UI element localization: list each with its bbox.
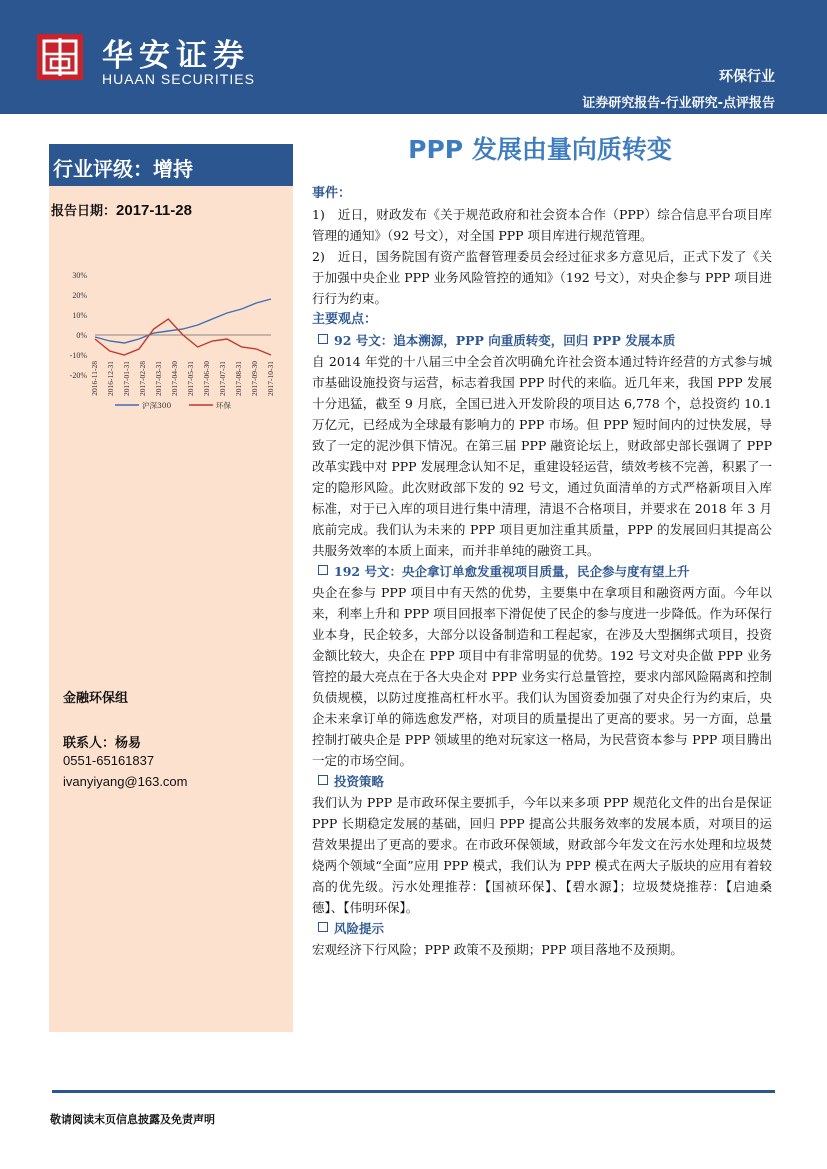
paragraph-92: 自 2014 年党的十八届三中全会首次明确允许社会资本通过特许经营的方式参与城市基础设施投资与运营，标志着我国 PPP 时代的来临。近几年来，我国 PPP 发展十分迅猛，截至 9 月底，全国已进入开发阶段的项目达 6,778 个，总投资约 10.1 万亿元，已经成为全球最有影响力的 PPP 市场。但 PPP 短时间内的过快发展，导致了一定的泥沙俱下情况。在第三届 PPP 融资论坛上，财政部史部长强调了 PPP 改革实践中对 PPP 发展理念认知不足，重建设轻运营，绩效考核不完善，积累了一定的隐形风险。此次财政部下发的 92 号文，通过负面清单的方式严格新项目入库标准，对于已入库的项目进行集中清理，清退不合格项目，并要求在 2018 年 3 月底前完成。我们认为未来的 PPP 项目更加注重其质量，PPP 的发展回归其提高公共服务效率的本质上面来，而并非单纯的融资工具。 [312, 354, 772, 558]
report-header [0, 0, 827, 114]
x-tick-label: 2017-04-30 [170, 361, 179, 396]
rating-bar [49, 144, 293, 186]
y-tick-label: 20% [72, 291, 87, 300]
views-heading: 主要观点： [312, 312, 378, 327]
logo-chinese-name: 华安证券 [102, 38, 250, 74]
event-heading: 事件： [312, 186, 352, 201]
performance-chart [49, 259, 293, 559]
sidebar-panel [49, 144, 293, 1032]
company-logo [37, 34, 83, 80]
contact-email: ivanyiyang@163.com [63, 774, 188, 789]
report-date [51, 200, 192, 219]
contact-person: 联系人：杨易 [63, 736, 142, 751]
y-tick-label: -10% [69, 351, 87, 360]
x-tick-label: 2017-07-31 [218, 361, 227, 396]
footer-disclaimer: 敬请阅读末页信息披露及免责声明 [50, 1113, 215, 1126]
report-type-label: 证券研究报告-行业研究-点评报告 [582, 96, 775, 111]
x-tick-label: 2017-02-28 [138, 361, 147, 396]
subheading-92-text: 92 号文：追本溯源，PPP 向重质转变，回归 PPP 发展本质 [334, 333, 676, 348]
subheading-92 [312, 330, 772, 351]
x-tick-label: 2017-10-31 [266, 361, 275, 396]
main-content [312, 183, 772, 960]
industry-label: 环保行业 [719, 69, 775, 85]
industry-rating: 行业评级：增持 [53, 157, 193, 181]
y-tick-label: -20% [69, 371, 87, 380]
series-line [95, 319, 271, 355]
x-tick-label: 2017-05-31 [186, 361, 195, 396]
event-item-1: 1) 近日，财政发布《关于规范政府和社会资本合作（PPP）综合信息平台项目库管理的通知》（92 号文），对全国 PPP 项目库进行规范管理。 [312, 207, 772, 243]
subheading-192-text: 192 号文：央企拿订单愈发重视项目质量，民企参与度有望上升 [334, 564, 690, 579]
x-tick-label: 2017-03-31 [154, 361, 163, 396]
team-name: 金融环保组 [63, 691, 129, 706]
footer-divider [52, 1090, 775, 1093]
x-tick-label: 2017-06-30 [202, 361, 211, 396]
x-tick-label: 2017-01-31 [122, 361, 131, 396]
report-date-value: 2017-11-28 [116, 202, 192, 219]
report-date-label: 报告日期： [51, 204, 117, 219]
y-tick-label: 10% [72, 311, 87, 320]
y-tick-label: 0% [76, 331, 87, 340]
checkbox-square-icon [318, 334, 328, 344]
legend-label: 沪深300 [142, 401, 172, 410]
subheading-strategy-text: 投资策略 [334, 774, 385, 789]
subheading-strategy [312, 771, 772, 792]
paragraph-risk: 宏观经济下行风险；PPP 政策不及预期；PPP 项目落地不及预期。 [312, 942, 683, 957]
legend-label: 环保 [216, 401, 231, 410]
checkbox-square-icon [318, 922, 328, 932]
logo-english-name: HUAAN SECURITIES [102, 71, 255, 87]
checkbox-square-icon [318, 565, 328, 575]
x-tick-label: 2017-09-30 [250, 361, 259, 396]
event-item-2: 2) 近日，国务院国有资产监督管理委员会经过征求多方意见后，正式下发了《关于加强中央企业 PPP 业务风险管控的通知》（192 号文），对央企参与 PPP 项目进行行为约束。 [312, 249, 772, 306]
x-tick-label: 2016-11-28 [90, 361, 99, 396]
series-line [95, 299, 271, 343]
subheading-risk-text: 风险提示 [334, 921, 385, 936]
paragraph-strategy: 我们认为 PPP 是市政环保主要抓手，今年以来多项 PPP 规范化文件的出台是保证 PPP 长期稳定发展的基础，回归 PPP 提高公共服务效率的发展本质，对项目的运营效果提出了更高的要求。在市政环保领域，财政部今年发文在污水处理和垃圾焚烧两个领域“全面”应用 PPP 模式，我们认为 PPP 模式在两大子版块的应用有着较高的优先级。污水处理推荐：【国祯环保】、【碧水源】；垃圾焚烧推荐：【启迪桑德】、【伟明环保】。 [312, 795, 772, 915]
x-tick-label: 2016-12-31 [106, 361, 115, 396]
subheading-risk [312, 918, 772, 939]
paragraph-192: 央企在参与 PPP 项目中有天然的优势，主要集中在拿项目和融资两方面。今年以来，利率上升和 PPP 项目回报率下滑促使了民企的参与度进一步降低。作为环保行业本身，民企较多，大部分以设备制造和工程起家，在涉及大型捆绑式项目，投资金额比较大，央企在 PPP 项目中有非常明显的优势。192 号文对央企做 PPP 业务管控的最大亮点在于各大央企对 PPP 业务实行总量管控，要求内部风险隔离和控制负债规模，以防过度推高杠杆水平。我们认为国资委加强了对央企行为约束后，央企未来拿订单的筛选愈发严格，对项目的质量提出了更高的要求。另一方面，总量控制打破央企是 PPP 领域里的绝对玩家这一格局，为民营资本参与 PPP 项目腾出一定的市场空间。 [312, 585, 772, 768]
checkbox-square-icon [318, 775, 328, 785]
x-tick-label: 2017-08-31 [234, 361, 243, 396]
subheading-192 [312, 561, 772, 582]
logo-emblem-icon [37, 34, 83, 80]
y-tick-label: 30% [72, 271, 87, 280]
report-title: PPP 发展由量向质转变 [408, 135, 672, 164]
contact-phone: 0551-65161837 [63, 753, 155, 768]
